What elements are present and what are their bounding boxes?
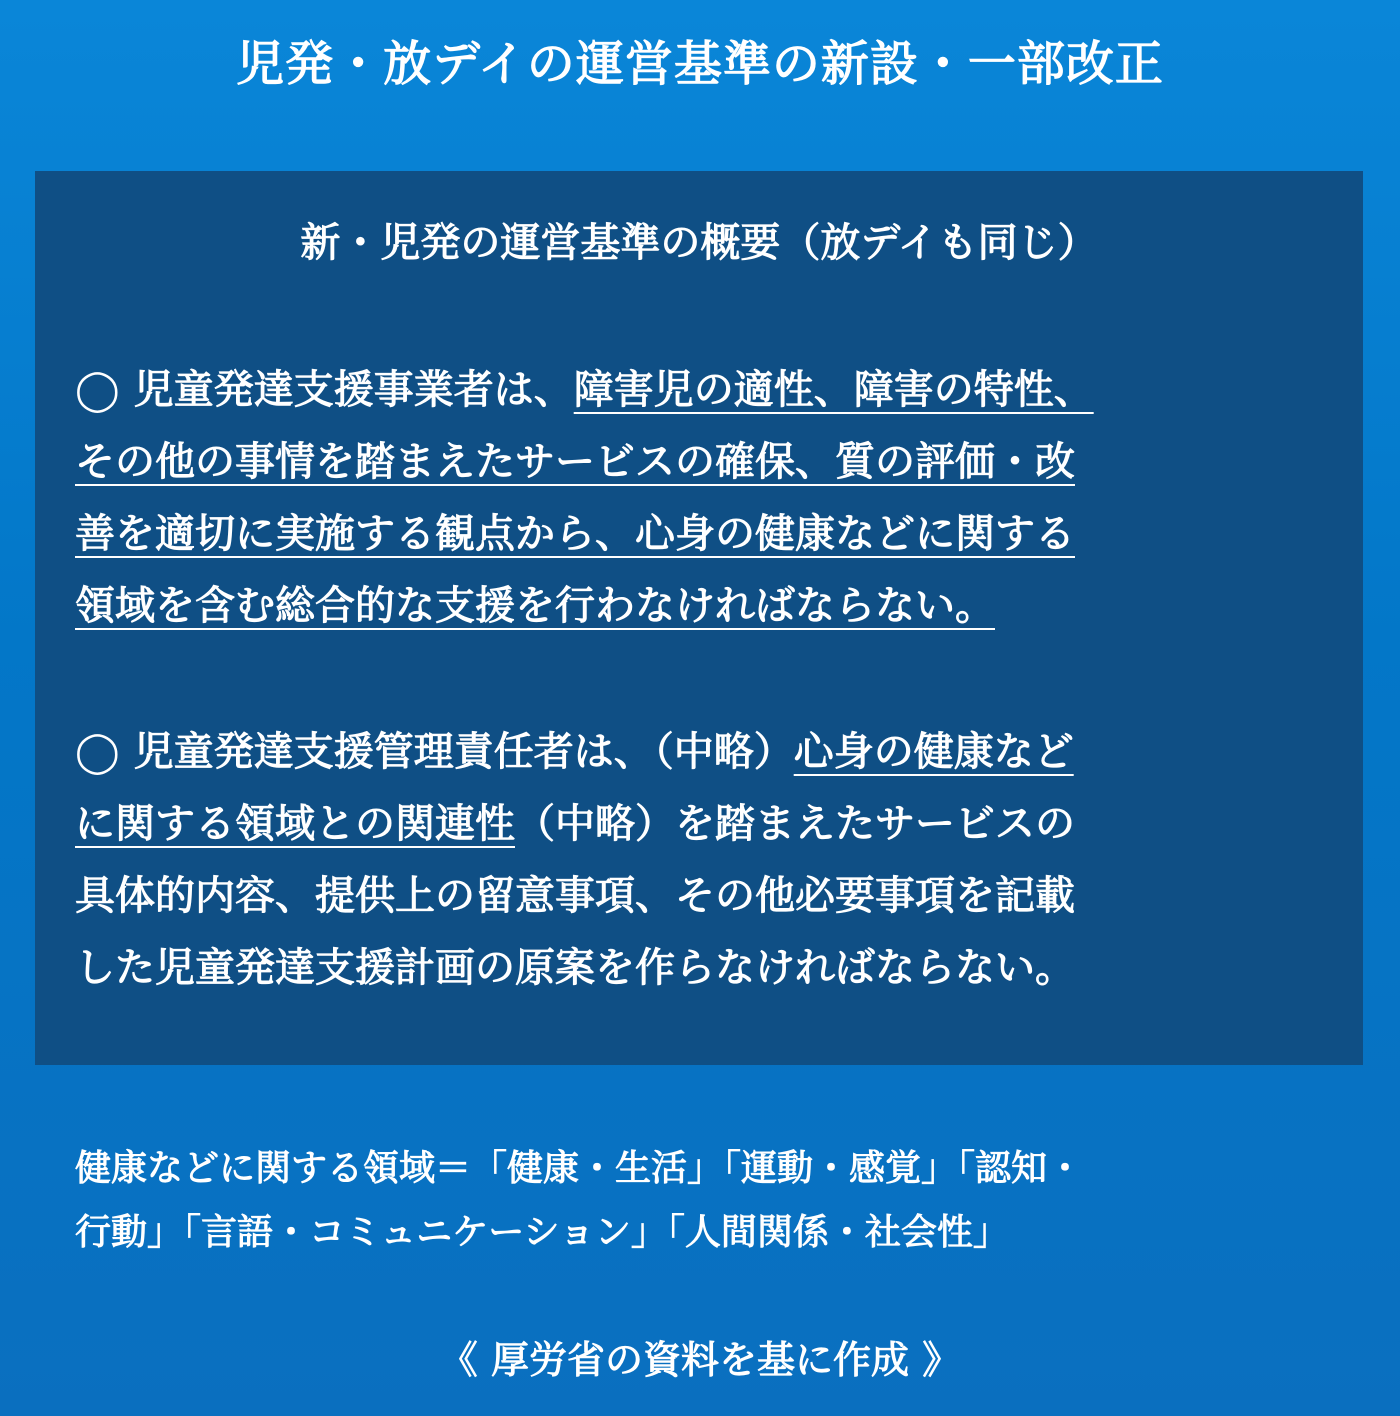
text-underlined: 心身の健康など [793,729,1074,775]
paragraph-manager [75,716,1305,1004]
paragraph-provider [75,354,1305,642]
text-underlined: 障害児の適性、障害の特性、 [573,367,1094,413]
note-line: 行動」「言語・コミュニケーション」「人間関係・社会性」 [75,1212,1009,1253]
text-underlined: に関する領域との関連性 [75,801,515,847]
text-underlined: その他の事情を踏まえたサービスの確保、質の評価・改 [75,439,1075,485]
domains-note [75,1137,1335,1265]
note-line: 健康などに関する領域＝「健康・生活」「運動・感覚」「認知・ [75,1148,1084,1189]
source-credit: 《 厚労省の資料を基に作成 》 [439,1338,961,1382]
text-underlined: 領域を含む総合的な支援を行わなければならない。 [75,583,995,629]
paragraph-line [75,426,1305,498]
paragraph-line: した児童発達支援計画の原案を作らなければならない。 [75,945,1075,991]
paragraph-line [75,354,1305,426]
text-plain: ◯ 児童発達支援管理責任者は、（中略） [75,729,794,775]
page-title: 児発・放デイの運営基準の新設・一部改正 [236,36,1164,92]
text-plain: ◯ 児童発達支援事業者は、 [75,367,574,413]
paragraph-line [75,498,1305,570]
paragraph-line [75,788,1305,860]
panel-title: 新・児発の運営基準の概要（放デイも同じ） [300,220,1098,266]
text-underlined: 善を適切に実施する観点から、心身の健康などに関する [75,511,1075,557]
text-plain: （中略）を踏まえたサービスの [515,801,1075,847]
paragraph-line: 具体的内容、提供上の留意事項、その他必要事項を記載 [75,873,1075,919]
paragraph-line [75,716,1305,788]
paragraph-line [75,570,1305,642]
summary-panel [35,171,1363,1065]
